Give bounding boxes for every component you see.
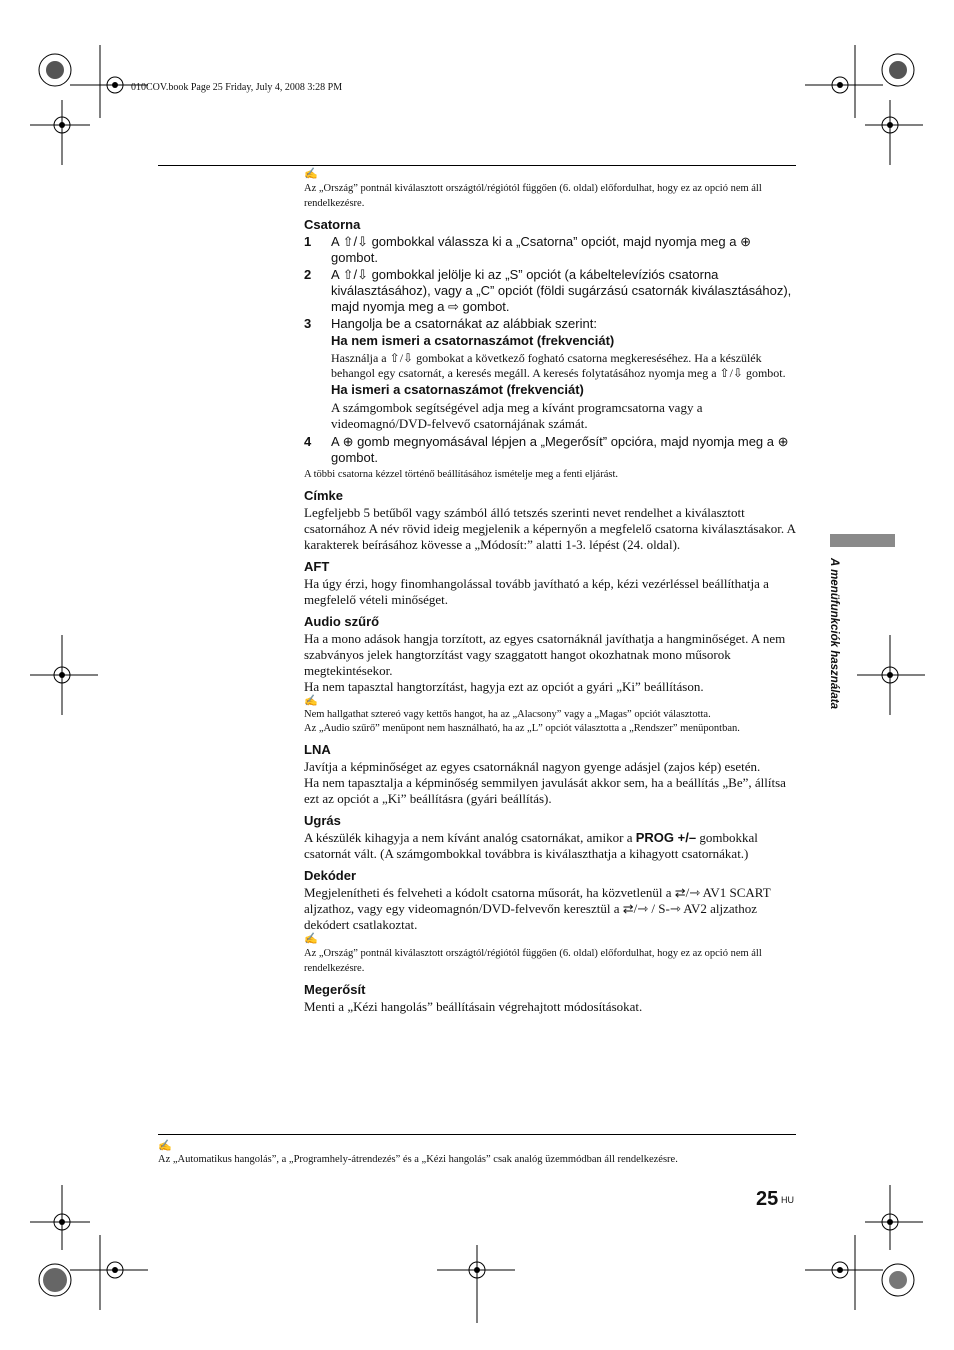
lna-text-1: Javítja a képminőséget az egyes csatornáknál nagyon gyenge adásjel (zajos kép) esetén. [304,759,761,774]
top-rule [158,165,796,166]
section-title-audio: Audio szűrő [304,614,380,629]
note-icon: ✍ [304,695,318,707]
print-header: 010COV.book Page 25 Friday, July 4, 2008 3:28 PM [131,82,343,93]
section-title-cimke: Címke [304,488,344,503]
orszag-note-bottom: Az „Ország” pontnál kiválasztott országtól/régiótól függően (6. oldal) előfordulhat, hogy ez az opció nem áll rendelkezésre. [304,948,762,974]
prog-button-label: PROG +/– [635,830,697,845]
step-1: 1 A ⇧/⇩ gombokkal válassza ki a „Csatorna” opciót, majd nyomja meg a ⊕ gombot. [304,234,751,265]
section-title-ugras: Ugrás [304,813,341,828]
audio-note-2: Az „Audio szűrő” menüpont nem használható, ha az „L” opciót választotta a „Rendszer” menüpontban. [304,723,740,734]
side-label-text: A menüfunkciók használata [828,558,840,710]
section-title-aft: AFT [304,559,330,574]
subhead-known-frequency: Ha ismeri a csatornaszámot (frekvenciát) [331,382,584,397]
section-title-dekoder: Dekóder [304,868,357,883]
cimke-text: Legfeljebb 5 betűből vagy számból álló tetszés szerinti nevet rendelhet a kiválasztott csatornához A név rövid ideig megjelenik a képernyőn a megfelelő csatorna kiválasztásakor. A karakterek beírásához kövesse a „Módosít:” alatti 1-3. lépést (24. oldal). [304,505,796,552]
bottom-note-text: Az „Automatikus hangolás”, a „Programhely-átrendezés” és a „Kézi hangolás” csak analóg üzemmódban áll rendelkezésre. [158,1154,678,1165]
subtext-known-frequency: A számgombok segítségével adja meg a kívánt programcsatorna vagy a videomagnó/DVD-felvevő csatornájának számát. [331,400,703,431]
note-icon: ✍ [304,168,318,180]
step-4: 4 A ⊕ gomb megnyomásával lépjen a „Megerősít” opcióra, majd nyomja meg a ⊕ gombot. [304,434,789,465]
registration-mark-bottom-right [805,1185,925,1315]
bottom-note [158,1140,798,1167]
subtext-unknown-frequency: Használja a ⇧/⇩ gombokat a következő fogható csatorna megkereséséhez. Ha a készülék behangol egy csatornát, a keresés megáll. A keresés folytatásához nyomja meg a ⇧/⇩ gombot. [331,351,786,380]
audio-text-1: Ha a mono adások hangja torzított, az egyes csatornáknál javíthatja a hangminőséget. A nem szabványos jelek hangtorzítást vagy szaggatott hangot okozhatnak mono műsorok megtekintésekor. [304,631,786,678]
registration-mark-left-middle [30,635,100,715]
side-label [828,558,844,758]
csatorna-footer: A többi csatorna kézzel történő beállításához ismételje meg a fenti eljárást. [304,469,619,480]
page-number: 25 [756,1188,779,1210]
step-3: 3 Hangolja be a csatornákat az alábbiak szerint: [304,316,597,331]
note-icon: ✍ [158,1140,172,1152]
registration-mark-top-right [805,40,925,170]
megerosit-text: Menti a „Kézi hangolás” beállításain végrehajtott módosításokat. [304,999,643,1014]
registration-mark-bottom-left [30,1185,150,1315]
note-icon: ✍ [304,933,318,945]
registration-mark-top-left [30,40,150,170]
lna-text-2: Ha nem tapasztalja a képminőség semmilyen javulását akkor sem, ha a beállítás „Be”, állítsa ezt az opciót a „Ki” beállításra (gyári beállítás). [304,775,786,806]
audio-text-2: Ha nem tapasztal hangtorzítást, hagyja ezt az opciót a gyári „Ki” beállításon. [304,679,704,694]
dekoder-text: Megjelenítheti és felveheti a kódolt csatorna műsorát, ha közvetlenül a ⇄/⇾ AV1 SCART aljzathoz, vagy egy videomagnón/DVD-felvevőn keresztül a ⇄/⇾ / S-⇾ AV2 aljzathoz dekódert csatlakoztat. [304,885,771,932]
side-tab-marker [830,534,895,547]
registration-mark-right-middle [857,635,927,715]
aft-text: Ha úgy érzi, hogy finomhangolással tovább javítható a kép, kézi vezérléssel beállíthatja a megfelelő vételi minőséget. [304,576,769,607]
audio-note-1: Nem hallgathat sztereó vagy kettős hangot, ha az „Alacsony” vagy a „Magas” opciót választotta. [304,709,711,720]
main-content [304,168,798,1015]
section-title-megerosit: Megerősít [304,982,366,997]
registration-mark-bottom-center [437,1245,517,1325]
section-title-csatorna: Csatorna [304,217,361,232]
step-2: 2 A ⇧/⇩ gombokkal jelölje ki az „S” opciót (a kábeltelevíziós csatorna kiválasztásához), vagy a „C” opciót (földi sugárzású csatornák kiválasztásához), majd nyomja meg a ⇨ gombot. [304,267,792,314]
bottom-rule [158,1134,796,1135]
section-title-lna: LNA [304,742,331,757]
ugras-text: A készülék kihagyja a nem kívánt analóg csatornákat, amikor a PROG +/– gombokkal csatornát vált. (A számgombokkal továbbra is kiválaszthatja a kihagyott csatornákat.) [304,830,758,861]
page-language: HU [781,1195,794,1205]
subhead-unknown-frequency: Ha nem ismeri a csatornaszámot (frekvenciát) [331,333,615,348]
orszag-note-top: Az „Ország” pontnál kiválasztott országtól/régiótól függően (6. oldal) előfordulhat, hogy ez az opció nem áll rendelkezésre. [304,183,762,209]
